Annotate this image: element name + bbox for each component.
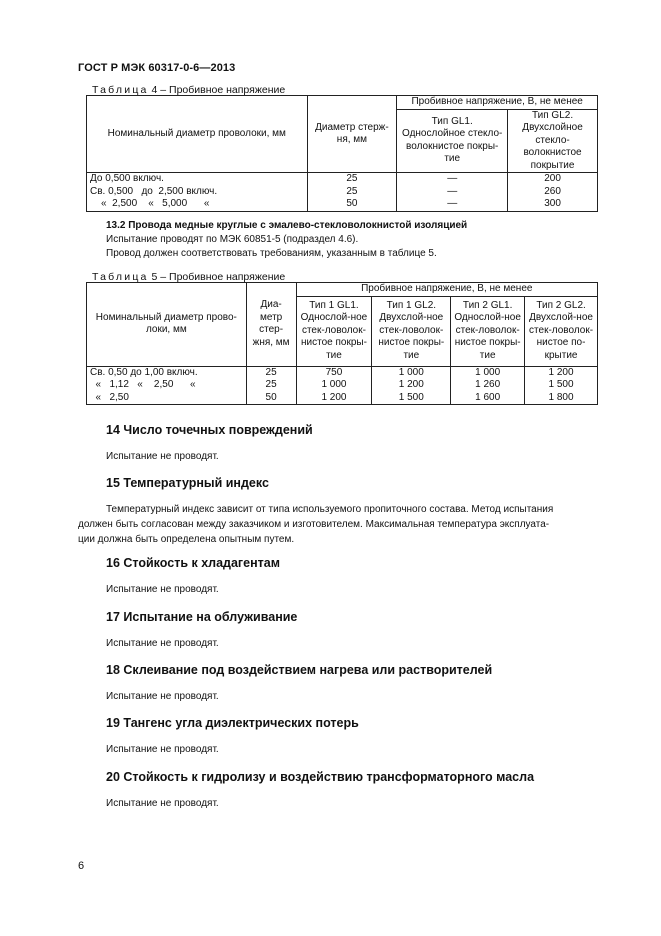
table5-sub-type1-gl2: Тип 1 GL2. Двухслой-ное стек-ловолок-нистое покры-тие <box>372 296 451 366</box>
table5-cell-rod: 25 <box>246 379 296 392</box>
table4-cell-v2: 300 <box>508 198 598 211</box>
section-13-2-line2: Провод должен соответствовать требованиям, указанным в таблице 5. <box>106 248 437 259</box>
section-16-title: 16 Стойкость к хладагентам <box>106 556 280 570</box>
table4 <box>86 95 598 212</box>
table5-cell-v1: 1 200 <box>296 392 372 405</box>
table4-cell-rod: 25 <box>307 173 397 186</box>
table4-cell-v2: 260 <box>508 186 598 199</box>
section-20-title: 20 Стойкость к гидролизу и воздействию трансформаторного масла <box>106 770 535 784</box>
table5-sub-type2-gl2: Тип 2 GL2. Двухслой-ное стек-ловолок-нистое по-крытие <box>525 296 598 366</box>
table-row <box>87 366 598 379</box>
table-row <box>87 198 598 211</box>
table5-cell-rod: 50 <box>246 392 296 405</box>
table4-col-rod: Диаметр стерж-ня, мм <box>307 96 397 173</box>
table5-col-diameter: Номинальный диаметр прово-локи, мм <box>87 283 247 367</box>
section-15-line1: Температурный индекс зависит от типа используемого пропиточного состава. Метод испытания <box>106 504 554 515</box>
table5-sub-type1-gl1: Тип 1 GL1. Однослой-ное стек-ловолок-нистое покры-тие <box>296 296 372 366</box>
table-row <box>87 186 598 199</box>
table5-caption-num: 5 <box>151 271 158 283</box>
document-header: ГОСТ Р МЭК 60317-0-6—2013 <box>78 62 236 74</box>
table5-cell-diameter: Св. 0,50 до 1,00 включ. <box>87 366 247 379</box>
table-row <box>87 392 598 405</box>
page-number: 6 <box>78 860 85 872</box>
table4-group-header: Пробивное напряжение, В, не менее <box>397 96 598 110</box>
section-15-line3: ции должна быть определена опытным путем. <box>78 534 295 545</box>
section-17-title: 17 Испытание на облуживание <box>106 610 298 624</box>
table5-cell-rod: 25 <box>246 366 296 379</box>
table4-col-diameter: Номинальный диаметр проволоки, мм <box>87 96 308 173</box>
table5-sub-type2-gl1: Тип 2 GL1. Однослой-ное стек-ловолок-нистое покры-тие <box>451 296 525 366</box>
table5-cell-v1: 750 <box>296 366 372 379</box>
table4-cell-v1: — <box>397 198 508 211</box>
table4-sub-gl2: Тип GL2. Двухслойное стекло-волокнистое покрытие <box>508 109 598 173</box>
section-15-title: 15 Температурный индекс <box>106 476 269 490</box>
table5 <box>86 282 598 405</box>
table5-cell-diameter: « 1,12 « 2,50 « <box>87 379 247 392</box>
section-13-2-title: 13.2 Провода медные круглые с эмалево-стекловолокнистой изоляцией <box>106 220 468 231</box>
table-row <box>87 379 598 392</box>
table4-cell-diameter: До 0,500 включ. <box>87 173 308 186</box>
table4-cell-diameter: « 2,500 « 5,000 « <box>87 198 308 211</box>
section-15-line2: должен быть согласован между заказчиком и изготовителем. Максимальная температура эксплуата- <box>78 519 550 530</box>
section-15-text <box>78 502 615 547</box>
table5-group-header: Пробивное напряжение, В, не менее <box>296 283 597 297</box>
section-19-title: 19 Тангенс угла диэлектрических потерь <box>106 716 359 730</box>
table5-cell-v4: 1 500 <box>525 379 598 392</box>
table4-cell-diameter: Св. 0,500 до 2,500 включ. <box>87 186 308 199</box>
table4-cell-rod: 25 <box>307 186 397 199</box>
table5-caption-word: Таблица <box>92 271 149 283</box>
table5-cell-v4: 1 200 <box>525 366 598 379</box>
section-18-title: 18 Склеивание под воздействием нагрева или растворителей <box>106 663 493 677</box>
table4-caption-num: 4 <box>151 84 158 96</box>
table4-cell-v1: — <box>397 186 508 199</box>
table5-cell-v2: 1 000 <box>372 366 451 379</box>
table5-cell-diameter: « 2,50 <box>87 392 247 405</box>
section-14-text: Испытание не проводят. <box>106 451 219 462</box>
table5-cell-v3: 1 000 <box>451 366 525 379</box>
section-13-2-line1: Испытание проводят по МЭК 60851-5 (подраздел 4.6). <box>106 234 359 245</box>
table4-sub-gl1: Тип GL1. Однослойное стекло-волокнистое покры-тие <box>397 109 508 173</box>
table5-cell-v2: 1 200 <box>372 379 451 392</box>
table4-caption-title: – Пробивное напряжение <box>157 84 286 96</box>
table5-cell-v1: 1 000 <box>296 379 372 392</box>
table-row <box>87 173 598 186</box>
table4-cell-v2: 200 <box>508 173 598 186</box>
section-20-text: Испытание не проводят. <box>106 798 219 809</box>
table4-caption-word: Таблица <box>92 84 149 96</box>
table4-cell-v1: — <box>397 173 508 186</box>
table5-cell-v3: 1 600 <box>451 392 525 405</box>
table5-cell-v3: 1 260 <box>451 379 525 392</box>
table5-col-rod: Диа-метр стер-жня, мм <box>246 283 296 367</box>
section-18-text: Испытание не проводят. <box>106 691 219 702</box>
table5-caption-title: – Пробивное напряжение <box>157 271 286 283</box>
section-17-text: Испытание не проводят. <box>106 638 219 649</box>
section-14-title: 14 Число точечных повреждений <box>106 423 313 437</box>
section-19-text: Испытание не проводят. <box>106 744 219 755</box>
section-16-text: Испытание не проводят. <box>106 584 219 595</box>
table4-cell-rod: 50 <box>307 198 397 211</box>
table5-cell-v4: 1 800 <box>525 392 598 405</box>
table5-cell-v2: 1 500 <box>372 392 451 405</box>
